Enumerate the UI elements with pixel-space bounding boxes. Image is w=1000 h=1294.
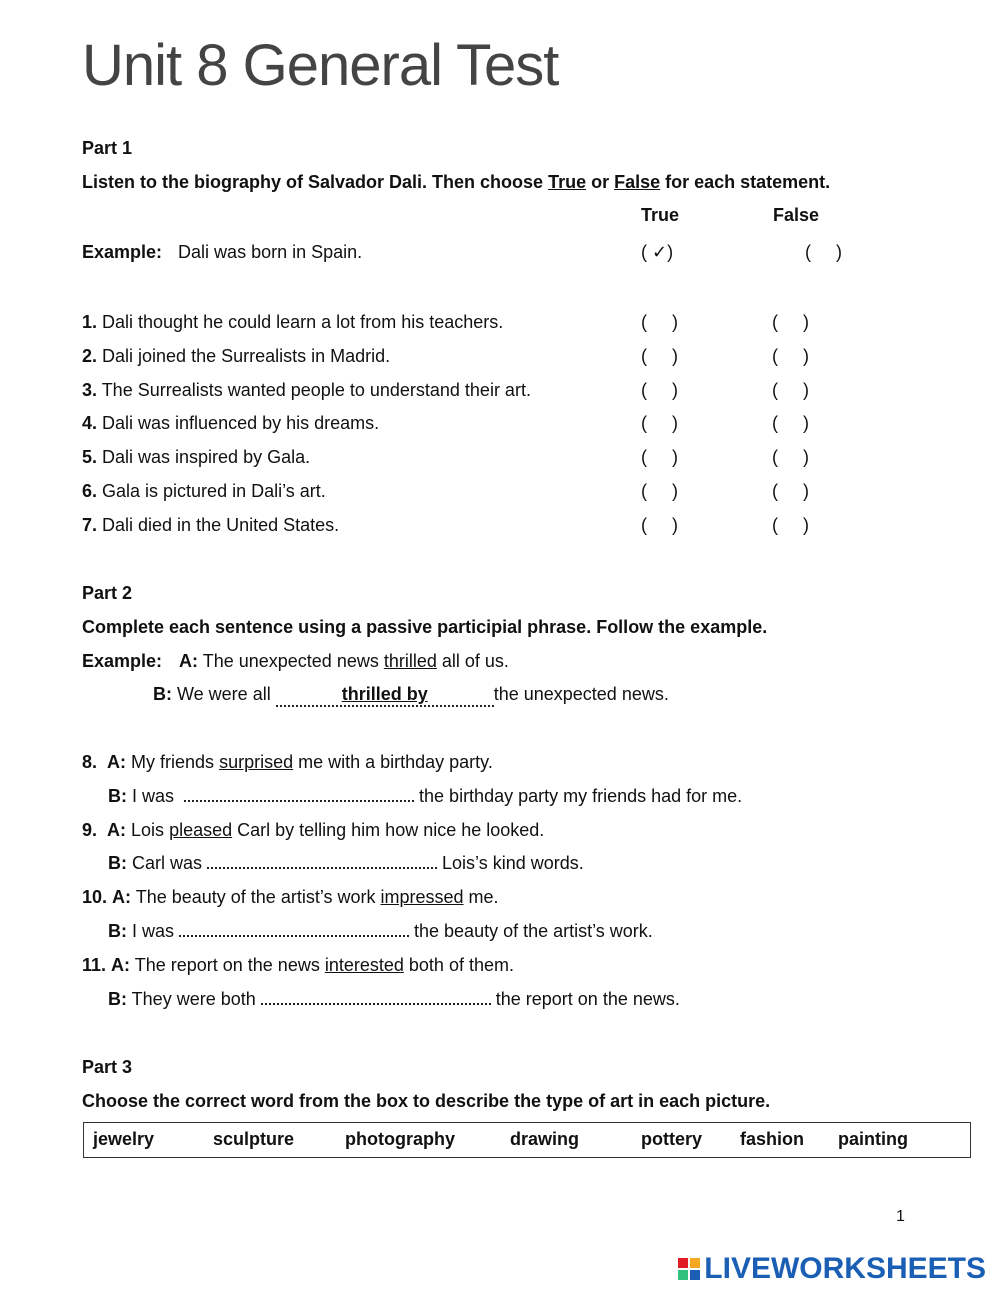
- logo-square-4: [690, 1270, 700, 1280]
- answer-blank-10[interactable]: [179, 921, 409, 937]
- question-8-a: 8. A: My friends surprised me with a birthday party.: [82, 752, 493, 772]
- word-photography: photography: [345, 1129, 455, 1149]
- part1-instructions: Listen to the biography of Salvador Dali. Then choose True or False for each statement.: [82, 172, 831, 192]
- word-fashion: fashion: [740, 1129, 805, 1149]
- statement-5: 5. Dali was inspired by Gala.: [82, 447, 311, 467]
- statement-6-true-choice[interactable]: ( ): [641, 481, 678, 501]
- statement-2-false-choice[interactable]: ( ): [772, 346, 809, 366]
- word-box: [83, 1122, 971, 1158]
- example-answer: thrilled by: [341, 684, 428, 704]
- example-false-mark: ( ): [805, 242, 842, 262]
- statement-1: 1. Dali thought he could learn a lot from his teachers.: [82, 312, 504, 332]
- question-9-a: 9. A: Lois pleased Carl by telling him how nice he looked.: [82, 820, 545, 840]
- part2-example-a: Example: A: The unexpected news thrilled all of us.: [82, 651, 509, 671]
- part3-heading: Part 3: [82, 1057, 133, 1077]
- word-sculpture: sculpture: [213, 1129, 295, 1149]
- statement-7-false-choice[interactable]: ( ): [772, 515, 809, 535]
- statement-5-true-choice[interactable]: ( ): [641, 447, 678, 467]
- statement-6-false-choice[interactable]: ( ): [772, 481, 809, 501]
- part2-example-b: B: We were all thrilled by the unexpected news.: [153, 684, 669, 707]
- word-drawing: drawing: [510, 1129, 580, 1149]
- logo-square-1: [678, 1258, 688, 1268]
- logo-text: LIVEWORKSHEETS: [704, 1252, 986, 1285]
- question-10-b: B: I was the beauty of the artist’s work.: [108, 921, 653, 941]
- statement-3-true-choice[interactable]: ( ): [641, 380, 678, 400]
- statement-5-false-choice[interactable]: ( ): [772, 447, 809, 467]
- example-true-mark: ( ✓): [641, 242, 674, 262]
- statement-7-true-choice[interactable]: ( ): [641, 515, 678, 535]
- question-11-b: B: They were both the report on the news.: [108, 989, 680, 1009]
- logo-square-3: [678, 1270, 688, 1280]
- statement-3-false-choice[interactable]: ( ): [772, 380, 809, 400]
- part2-heading: Part 2: [82, 583, 133, 603]
- part1-heading: Part 1: [82, 138, 133, 158]
- question-8-b: B: I was the birthday party my friends had for me.: [108, 786, 743, 806]
- statement-6: 6. Gala is pictured in Dali’s art.: [82, 481, 326, 501]
- word-pottery: pottery: [641, 1129, 703, 1149]
- page-title: Unit 8 General Test: [82, 33, 559, 98]
- statement-1-false-choice[interactable]: ( ): [772, 312, 809, 332]
- answer-blank-11[interactable]: [261, 989, 491, 1005]
- question-9-b: B: Carl was Lois’s kind words.: [108, 853, 584, 873]
- part1-example: Example: Dali was born in Spain.: [82, 242, 363, 262]
- answer-blank-8[interactable]: [184, 786, 414, 802]
- logo-square-2: [690, 1258, 700, 1268]
- statement-1-true-choice[interactable]: ( ): [641, 312, 678, 332]
- statement-2: 2. Dali joined the Surrealists in Madrid.: [82, 346, 391, 366]
- statement-3: 3. The Surrealists wanted people to understand their art.: [82, 380, 531, 400]
- word-painting: painting: [838, 1129, 908, 1149]
- question-10-a: 10. A: The beauty of the artist’s work impressed me.: [82, 887, 499, 907]
- statement-4-false-choice[interactable]: ( ): [772, 413, 809, 433]
- statement-7: 7. Dali died in the United States.: [82, 515, 340, 535]
- part3-instructions: Choose the correct word from the box to describe the type of art in each picture.: [82, 1091, 771, 1111]
- statement-4: 4. Dali was influenced by his dreams.: [82, 413, 380, 433]
- answer-blank-9[interactable]: [207, 853, 437, 869]
- question-11-a: 11. A: The report on the news interested both of them.: [82, 955, 514, 975]
- liveworksheets-logo[interactable]: [678, 1252, 986, 1286]
- statement-4-true-choice[interactable]: ( ): [641, 413, 678, 433]
- word-jewelry: jewelry: [93, 1129, 155, 1149]
- part2-instructions: Complete each sentence using a passive participial phrase. Follow the example.: [82, 617, 768, 637]
- column-true-header: True: [641, 205, 680, 225]
- page-number: 1: [896, 1208, 905, 1225]
- logo-mark-icon: [678, 1258, 700, 1280]
- column-false-header: False: [773, 205, 820, 225]
- statement-2-true-choice[interactable]: ( ): [641, 346, 678, 366]
